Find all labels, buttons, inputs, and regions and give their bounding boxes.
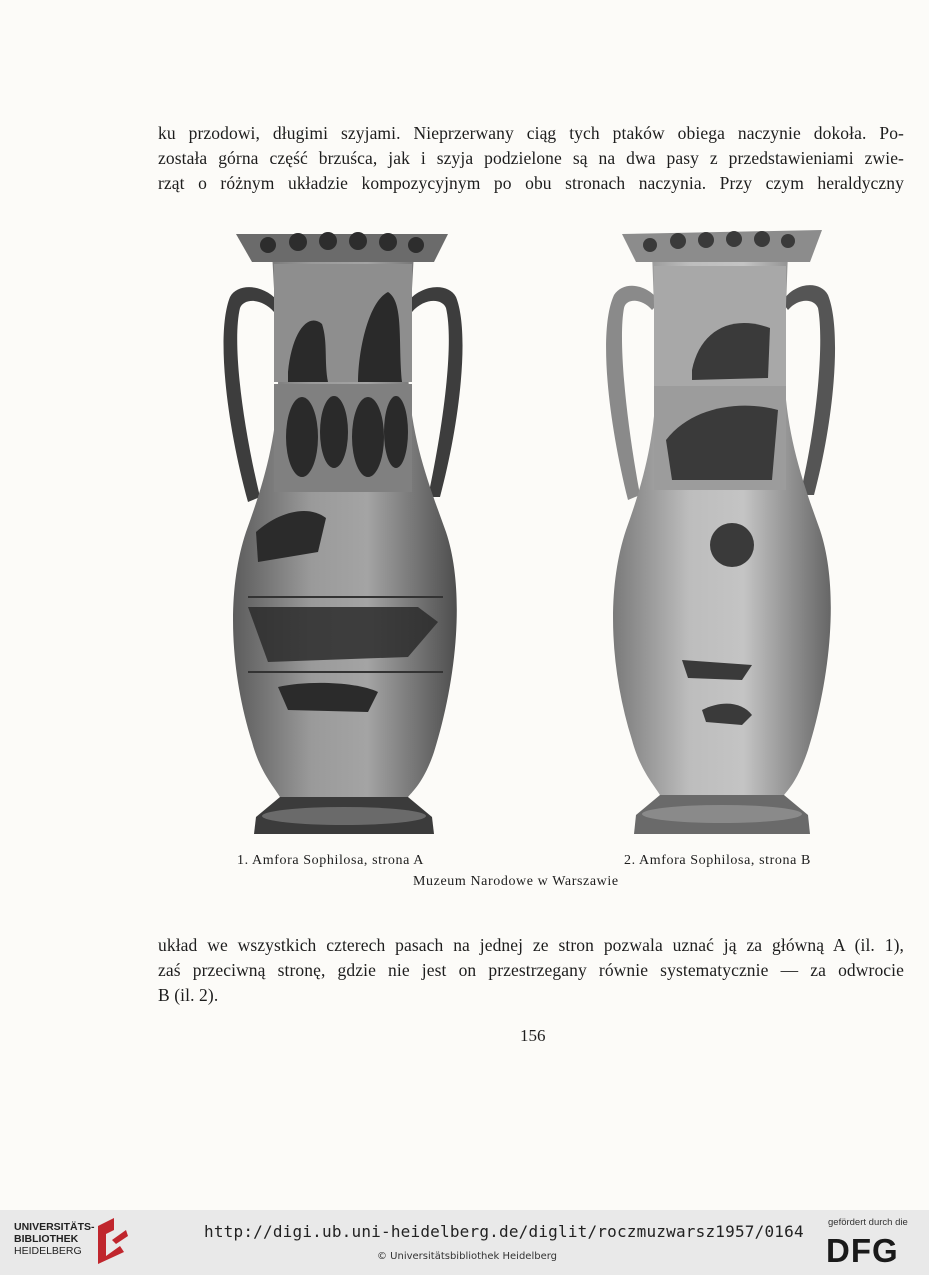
text-line: B (il. 2). [158,985,219,1005]
figure-caption-2: 2. Amfora Sophilosa, strona B [624,853,811,868]
text-line: układ we wszystkich czterech pasach na jednej ze stron pozwala uznać ją za główną A (il. 1), [158,935,904,955]
paragraph-top [158,121,904,196]
text-line: rząt o różnym układzie kompozycyjnym po obu stronach naczynia. Przy czym heraldyczny [158,173,904,193]
paragraph-bottom [158,933,904,1008]
viewer-footer [0,1210,929,1275]
permalink-url[interactable]: http://digi.ub.uni-heidelberg.de/diglit/roczmuzwarsz1957/0164 [204,1222,804,1241]
amphora-side-a-image [208,212,478,852]
figure-caption-museum: Muzeum Narodowe w Warszawie [413,874,619,889]
library-logo-icon[interactable] [94,1216,130,1266]
library-name-line: HEIDELBERG [14,1245,82,1257]
amphora-side-b-image [592,210,848,852]
page-number: 156 [520,1026,546,1045]
figure-caption-1: 1. Amfora Sophilosa, strona A [237,853,424,868]
text-line: zaś przeciwną stronę, gdzie nie jest on przestrzegany równie systematycznie — za odwrocie [158,960,904,980]
library-name-line: UNIVERSITÄTS- [14,1221,95,1233]
library-logo-text[interactable] [14,1221,95,1257]
text-line: została górna część brzuśca, jak i szyja podzielone są na dwa pasy z przedstawieniami zwie- [158,148,904,168]
library-name-line: BIBLIOTHEK [14,1233,79,1245]
copyright-notice: © Universitätsbibliothek Heidelberg [377,1251,558,1262]
dfg-logo[interactable]: DFG [826,1232,899,1269]
text-line: ku przodowi, długimi szyjami. Nieprzerwany ciąg tych ptaków obiega naczynie dokoła. Po- [158,123,904,143]
funded-by-label: gefördert durch die [828,1217,908,1228]
